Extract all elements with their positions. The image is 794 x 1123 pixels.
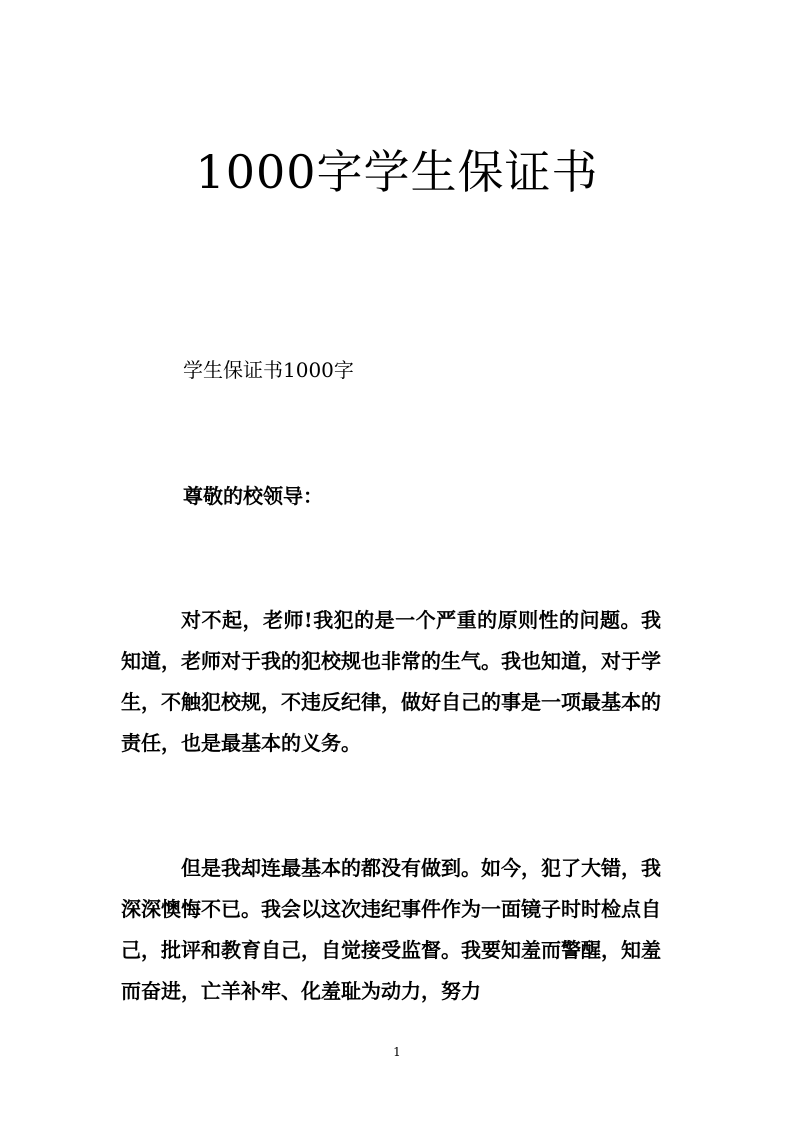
body-paragraph-1: 对不起，老师!我犯的是一个严重的原则性的问题。我知道，老师对于我的犯校规也非常的生气。我也知道，对于学生，不触犯校规，不违反纪律，做好自己的事是一项最基本的责任，也是最基本的义务。 [121, 608, 661, 755]
body-paragraph-2: 但是我却连最基本的都没有做到。如今，犯了大错，我深深懊悔不已。我会以这次违纪事件作为一面镜子时时检点自己，批评和教育自己，自觉接受监督。我要知羞而警醒，知羞而奋进，亡羊补牢、化羞耻为动力，努力 [121, 856, 661, 1003]
subtitle: 学生保证书1000字 [183, 358, 354, 382]
page-number: 1 [393, 1045, 401, 1059]
page-title: 1000字学生保证书 [195, 145, 599, 199]
greeting: 尊敬的校领导： [183, 484, 323, 508]
